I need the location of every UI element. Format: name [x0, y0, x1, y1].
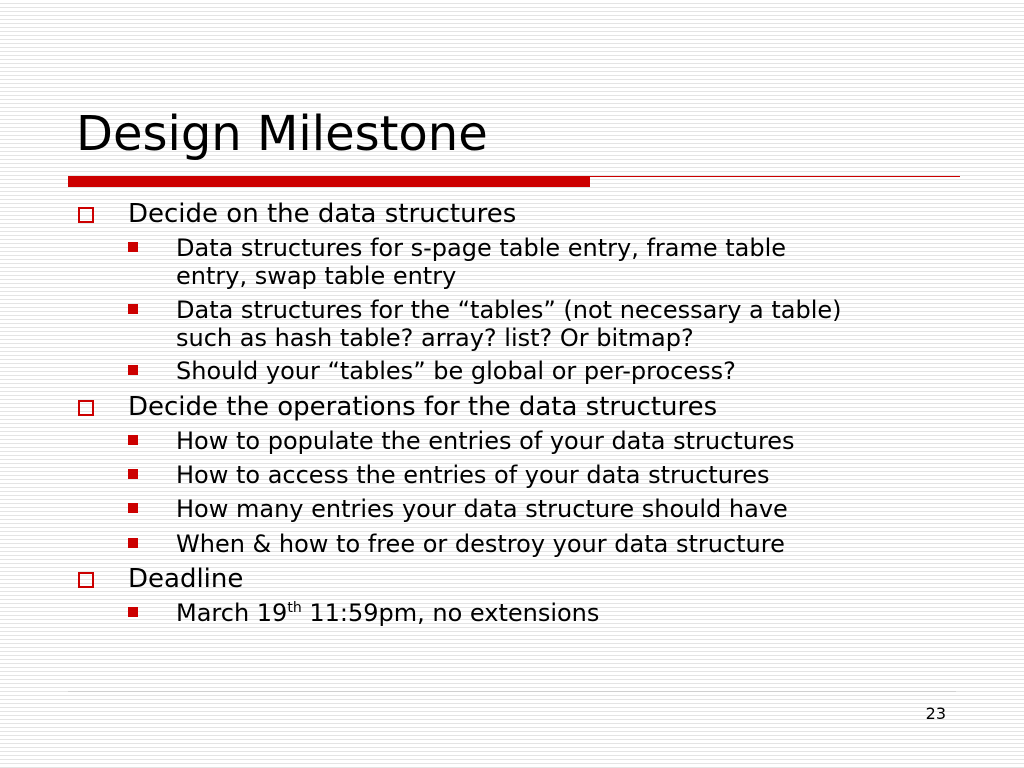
deadline-time: 11:59pm, no extensions — [301, 599, 600, 627]
filled-square-bullet-icon — [128, 538, 138, 548]
bullet-text-line: Data structures for s-page table entry, frame table — [176, 234, 787, 262]
bullet-text: Decide the operations for the data structures — [128, 392, 718, 422]
filled-square-bullet-icon — [128, 242, 138, 252]
title-underline-thin — [590, 176, 960, 177]
hollow-square-bullet-icon — [78, 207, 94, 223]
bullet-level1 — [128, 563, 243, 595]
slide-title: Design Milestone — [76, 106, 488, 162]
bullet-level2 — [176, 357, 736, 385]
bullet-level2 — [176, 461, 770, 489]
bullet-text-line: How to access the entries of your data structures — [176, 461, 770, 489]
hollow-square-bullet-icon — [78, 400, 94, 416]
bullet-level2 — [176, 296, 842, 352]
page-number: 23 — [925, 704, 946, 723]
bullet-level2 — [176, 234, 786, 290]
bullet-text-line: such as hash table? array? list? Or bitmap? — [176, 324, 694, 352]
filled-square-bullet-icon — [128, 503, 138, 513]
bullet-level1 — [128, 391, 717, 423]
deadline-date: March 19 — [176, 599, 288, 627]
bullet-text: Decide on the data structures — [128, 199, 517, 229]
bullet-level2 — [176, 427, 795, 455]
hollow-square-bullet-icon — [78, 572, 94, 588]
filled-square-bullet-icon — [128, 365, 138, 375]
filled-square-bullet-icon — [128, 469, 138, 479]
filled-square-bullet-icon — [128, 607, 138, 617]
bullet-text-line: When & how to free or destroy your data structure — [176, 530, 785, 558]
filled-square-bullet-icon — [128, 435, 138, 445]
ordinal-suffix: th — [287, 600, 302, 616]
bullet-text-line: Data structures for the “tables” (not necessary a table) — [176, 296, 842, 324]
footer-divider — [68, 691, 956, 692]
bullet-text-line: Should your “tables” be global or per-process? — [176, 357, 736, 385]
bullet-text-line: How many entries your data structure should have — [176, 495, 788, 523]
filled-square-bullet-icon — [128, 304, 138, 314]
bullet-level2 — [176, 530, 785, 558]
bullet-text: Deadline — [128, 564, 244, 594]
title-underline-thick — [68, 176, 590, 187]
bullet-text-line: How to populate the entries of your data structures — [176, 427, 795, 455]
bullet-text-line: entry, swap table entry — [176, 262, 457, 290]
bullet-level2 — [176, 599, 599, 627]
bullet-level2 — [176, 495, 788, 523]
bullet-level1 — [128, 198, 516, 230]
